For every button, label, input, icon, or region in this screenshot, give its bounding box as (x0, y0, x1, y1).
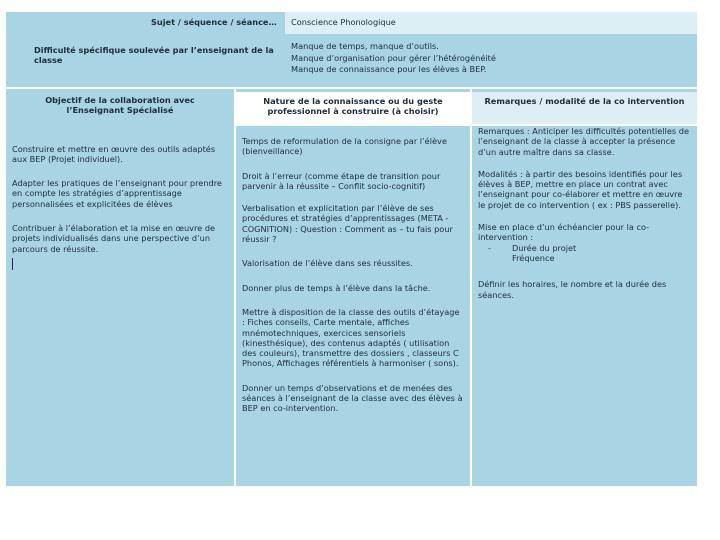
schedule-item: - Durée du projet (488, 242, 577, 253)
schedule-text: Mise en place d’un échéancier pour la co-intervention : (478, 222, 650, 243)
difficulty-item: Manque d’organisation pour gérer l’hétérogénéité (291, 52, 496, 63)
remarks-text: Remarques : Anticiper les difficultés potentielles de l’enseignant de la classe à accepter la présence d’un autre maître dans sa classe. (478, 126, 689, 157)
remarks-column (472, 126, 697, 486)
text-cursor (12, 258, 13, 270)
difficulty-item: Manque de temps, manque d’outils. (291, 41, 439, 51)
remarks-title: Remarques / modalité de la co intervention (472, 92, 697, 124)
objective-item: Contribuer à l’élaboration et la mise en œuvre de projets individualisés dans une perspective d’un parcours de réussite. (12, 223, 216, 254)
row-divider (6, 87, 697, 89)
schedule-item: Fréquence (512, 252, 555, 263)
objectives-title: Objectif de la collaboration avec l’Enseignant Spécialisé (45, 95, 195, 116)
knowledge-item: Droit à l’erreur (comme étape de transition pour parvenir à la réussite – Conflit socio-cognitif) (242, 170, 441, 191)
objectives-column (6, 89, 234, 486)
subject-label: Sujet / séquence / séance… (6, 12, 283, 34)
knowledge-item: Temps de reformulation de la consigne par l’élève (bienveillance) (242, 136, 447, 157)
difficulty-item: Manque de connaissance pour les élèves à BEP. (291, 64, 487, 74)
modalities-text: Modalités : à partir des besoins identifiés pour les élèves à BEP, mettre en place un contrat avec l’enseignant pour co-élaborer et mettre en œuvre le projet de co intervention ( ex : PBS passerelle). (478, 168, 683, 210)
objective-item: Adapter les pratiques de l’enseignant pour prendre en compte les stratégies d’apprentissage personnalisées et explicitées de élèves (12, 178, 222, 209)
co-intervention-table (6, 12, 697, 486)
knowledge-item: Mettre à disposition de la classe des outils d’étayage : Fiches conseils, Carte mentale, affiches mnémotechniques, exercices sensoriels (kinesthésique), des contenus adaptés ( utilisation des couleurs), transmettre des dossiers , classeurs C Phonos, Affichages référentiels à harmoniser ( sons). (242, 306, 460, 369)
knowledge-item: Valorisation de l’élève dans ses réussites. (242, 258, 413, 269)
definition-text: Définir les horaires, le nombre et la durée des séances. (478, 279, 667, 300)
dash-bullet: - (488, 242, 491, 253)
header-divider (236, 124, 697, 126)
objective-item: Construire et mettre en œuvre des outils adaptés aux BEP (Projet individuel). (12, 143, 216, 164)
subject-value: Conscience Phonologique (285, 12, 697, 34)
column-divider (470, 89, 472, 486)
difficulty-label: Difficulté spécifique soulevée par l’enseignant de la classe (6, 36, 283, 87)
knowledge-item: Verbalisation et explicitation par l’élève de ses procédures et stratégies d’apprentissages (META - COGNITION) : Question : Comment as – tu fais pour réussir ? (242, 203, 453, 245)
knowledge-item: Donner plus de temps à l’élève dans la tâche. (242, 282, 431, 293)
difficulty-list (285, 36, 697, 87)
knowledge-item: Donner un temps d’observations et de menées des séances à l’enseignant de la classe avec des élèves à BEP en co-intervention. (242, 382, 463, 414)
knowledge-title: Nature de la connaissance ou du geste professionnel à construire (à choisir) (236, 92, 470, 124)
column-divider (234, 89, 236, 486)
knowledge-column (236, 126, 470, 486)
